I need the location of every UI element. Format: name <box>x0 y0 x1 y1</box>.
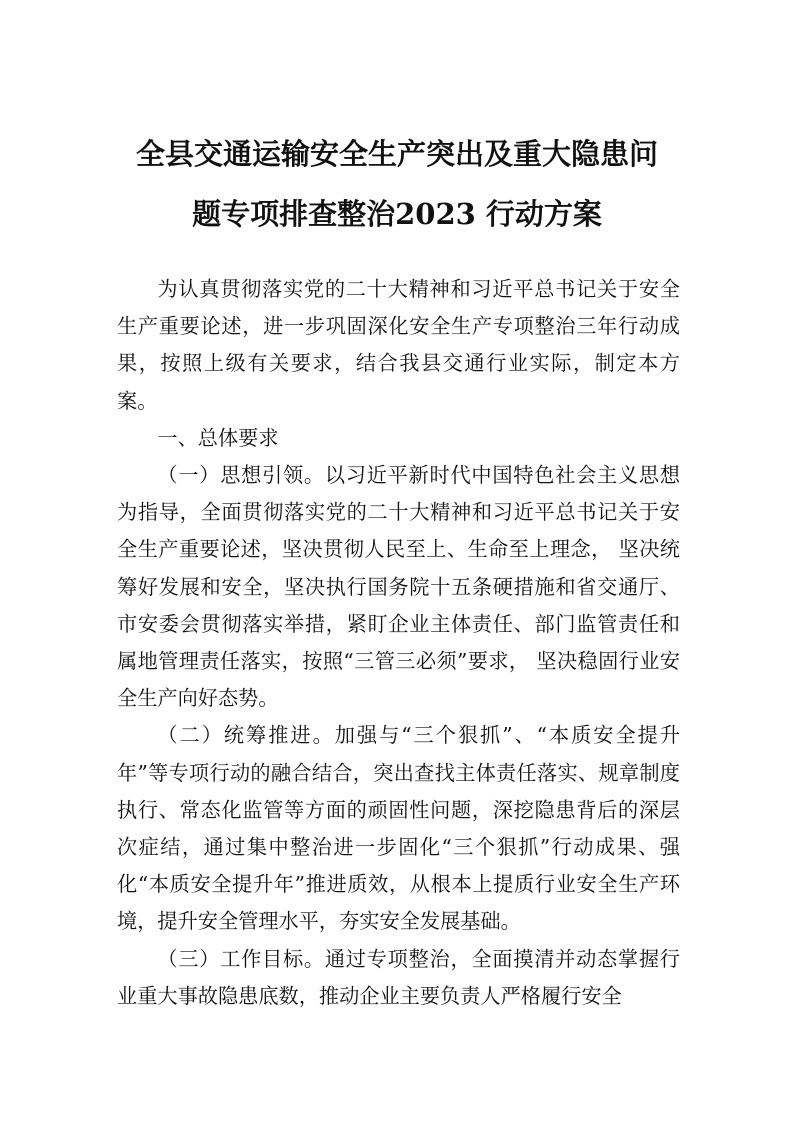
paragraph-ideological-guidance: （一）思想引领。以习近平新时代中国特色社会主义思想为指导，全面贯彻落实党的二十大精神和习近平总书记关于安全生产重要论述，坚决贯彻人民至上、生命至上理念， 坚决统筹好发展和安全，坚决执行国务院十五条硬措施和省交通厅、市安委会贯彻落实举措，紧盯企业主体责任、部门监管责任和属地管理责任落实，按照“三管三必须”要求， 坚决稳固行业安全生产向好态势。 <box>117 463 680 711</box>
section-heading-general-requirements: 一、总体要求 <box>157 425 279 450</box>
paragraph-work-objectives: （三）工作目标。通过专项整治，全面摸清并动态掌握行业重大事故隐患底数，推动企业主要负责人严格履行安全 <box>117 946 680 1008</box>
document-title-line-1: 全县交通运输安全生产突出及重大隐患问 <box>135 137 658 171</box>
document-title-line-2: 题专项排查整治2023 行动方案 <box>192 197 602 231</box>
intro-paragraph: 为认真贯彻落实党的二十大精神和习近平总书记关于安全生产重要论述，进一步巩固深化安全生产专项整治三年行动成果，按照上级有关要求，结合我县交通行业实际，制定本方案。 <box>117 277 680 413</box>
document-body <box>117 271 680 1015</box>
paragraph-coordinated-advancement: （二）统筹推进。加强与“三个狠抓”、“本质安全提升年”等专项行动的融合结合，突出查找主体责任落实、规章制度执行、常态化监管等方面的顽固性问题，深挖隐患背后的深层次症结，通过集中整治进一步固化“三个狠抓”行动成果、强化“本质安全提升年”推进质效，从根本上提质行业安全生产环境，提升安全管理水平，夯实安全发展基础。 <box>117 723 680 934</box>
